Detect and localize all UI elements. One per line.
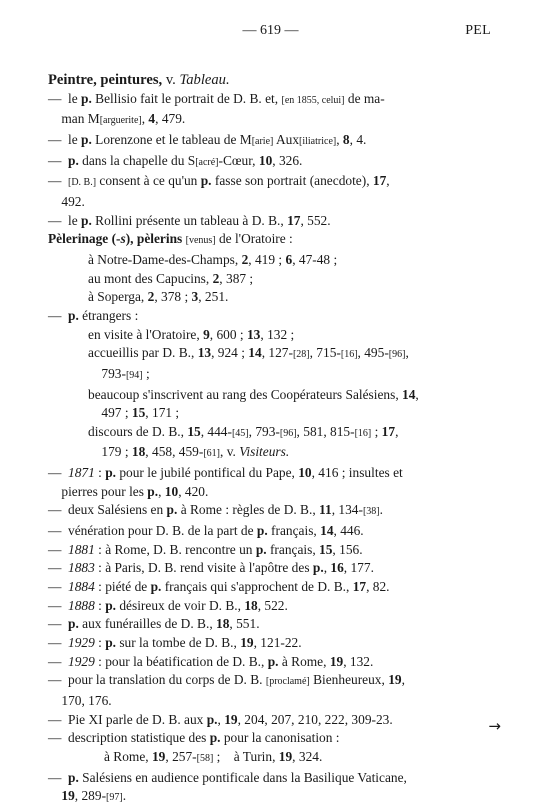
entry-line: — 1888 : p. désireux de voir D. B., 18, 522. <box>48 597 496 616</box>
entry-line: — le p. Rollini présente un tableau à D. B., 17, 552. <box>48 212 496 231</box>
dash-marker: — <box>48 597 62 613</box>
dash-marker: — <box>48 616 62 632</box>
entry-line: — le p. Lorenzone et le tableau de M[arie] Aux[iliatrice], 8, 4. <box>48 131 496 152</box>
entry-headword: Pèlerinage (-s), pèlerins [venus] de l'Oratoire : <box>48 231 293 247</box>
entry-line: — le p. Bellisio fait le portrait de D. B. et, [en 1855, celui] de ma- man M[arguerite], 4, 479. <box>48 90 385 127</box>
entry-line: — description statistique des p. pour la canonisation : <box>48 729 496 748</box>
dash-marker: — <box>48 730 62 746</box>
dash-marker: — <box>48 131 62 147</box>
dash-marker: — <box>48 465 62 481</box>
entry-line: — p. Salésiens en audience pontificale dans la Basilique Vaticane, 19, 289-[97]. <box>48 769 407 804</box>
entry-subline: en visite à l'Oratoire, 9, 600 ; 13, 132 ; <box>88 326 295 342</box>
continuation-arrow-icon: → <box>488 717 501 735</box>
dash-marker: — <box>48 653 62 669</box>
entry-line: — 1883 : à Paris, D. B. rend visite à l'apôtre des p., 16, 177. <box>48 559 496 578</box>
entry-line: — Pie XI parle de D. B. aux p., 19, 204, 207, 210, 222, 309-23. <box>48 711 496 730</box>
entry-line: — 1884 : piété de p. français qui s'approchent de D. B., 17, 82. <box>48 578 496 597</box>
entry-subline: discours de D. B., 15, 444-[45], 793-[96], 581, 815-[16] ; 17, 179 ; 18, 458, 459-[61], v. Visiteurs. <box>88 423 399 460</box>
entry-line: — 1929 : p. sur la tombe de D. B., 19, 121-22. <box>48 634 496 653</box>
entry-line: — pour la translation du corps de D. B. [proclamé] Bienheureux, 19, 170, 176. <box>48 672 405 708</box>
entry-subline: à Rome, 19, 257-[58] ; à Turin, 19, 324. <box>104 748 323 764</box>
dash-marker: — <box>48 502 62 518</box>
dash-marker: — <box>48 307 62 323</box>
entry-line: — vénération pour D. B. de la part de p. français, 14, 446. <box>48 522 496 541</box>
entry-line: — [D. B.] consent à ce qu'un p. fasse son portrait (anecdote), 17, 492. <box>48 173 390 209</box>
entry-subline: beaucoup s'inscrivent au rang des Coopérateurs Salésiens, 14, 497 ; 15, 171 ; <box>88 386 419 421</box>
dash-marker: — <box>48 523 62 539</box>
entry-headword: Peintre, peintures, v. Tableau. <box>48 72 230 88</box>
running-head-keyword: PEL <box>465 23 491 38</box>
dash-marker: — <box>48 90 62 106</box>
entry-line: — p. étrangers : <box>48 307 496 326</box>
dash-marker: — <box>48 173 62 189</box>
entry-subline: au mont des Capucins, 2, 387 ; <box>88 270 254 286</box>
entry-line: — 1871 : p. pour le jubilé pontifical du Pape, 10, 416 ; insultes et pierres pour les p., 10, 420. <box>48 465 403 499</box>
entry-subline: accueillis par D. B., 13, 924 ; 14, 127-[28], 715-[16], 495-[96], 793-[94] ; <box>88 345 409 381</box>
entry-subline: à Notre-Dame-des-Champs, 2, 419 ; 6, 47-48 ; <box>88 251 338 267</box>
page-number: — 619 — <box>242 23 299 38</box>
entry-line: — p. aux funérailles de D. B., 18, 551. <box>48 615 496 634</box>
entry-line: — p. dans la chapelle du S[acré]-Cœur, 10, 326. <box>48 152 496 173</box>
entry-subline: à Soperga, 2, 378 ; 3, 251. <box>88 289 229 305</box>
dash-marker: — <box>48 212 62 228</box>
dash-marker: — <box>48 560 62 576</box>
dash-marker: — <box>48 769 62 785</box>
entry-line: — deux Salésiens en p. à Rome : règles de D. B., 11, 134-[38]. <box>48 501 496 522</box>
dash-marker: — <box>48 152 62 168</box>
dash-marker: — <box>48 672 62 688</box>
dash-marker: — <box>48 711 62 727</box>
index-entries <box>48 71 496 808</box>
dash-marker: — <box>48 635 62 651</box>
entry-line: — 1929 : pour la béatification de D. B., p. à Rome, 19, 132. <box>48 653 496 672</box>
dash-marker: — <box>48 579 62 595</box>
entry-line: — 1881 : à Rome, D. B. rencontre un p. français, 15, 156. <box>48 541 496 560</box>
dash-marker: — <box>48 541 62 557</box>
